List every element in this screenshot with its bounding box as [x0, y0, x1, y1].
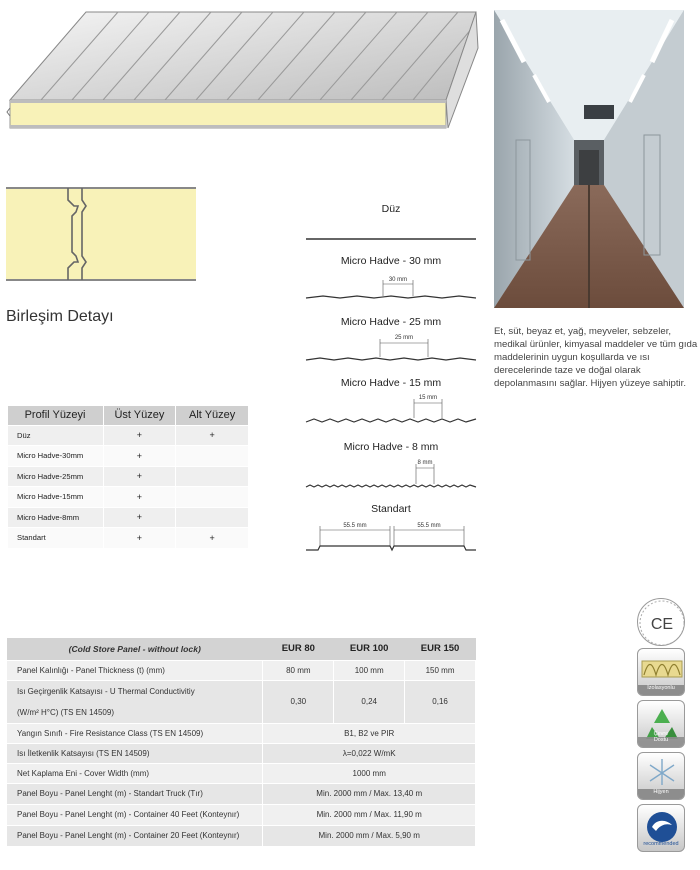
profile-drawing-30mm [306, 277, 476, 298]
profile-drawing-standart [306, 523, 476, 550]
profile-drawing-25mm [306, 335, 476, 360]
col-header-bottom: Alt Yüzey [176, 406, 249, 425]
joint-detail-drawing [6, 186, 196, 282]
specifications-table [6, 638, 476, 847]
table-row: Micro Hadve-15mm + [8, 487, 249, 508]
profile-drawing-15mm [306, 395, 476, 422]
profile-title-15mm: Micro Hadve - 15 mm [340, 377, 442, 389]
dim-25mm: 25 mm [394, 335, 414, 341]
profile-title-30mm: Micro Hadve - 30 mm [340, 255, 442, 267]
table-row: Micro Hadve-25mm + [8, 466, 249, 487]
table-row: Düz + + [8, 425, 249, 446]
insulation-badge: İzolasyonlu [637, 648, 685, 696]
spec-header-title: (Cold Store Panel - without lock) [7, 638, 263, 660]
cold-storage-corridor-photo [494, 10, 684, 308]
joint-detail-label: Birleşim Detayı [6, 308, 114, 325]
svg-text:CE: CE [650, 616, 674, 633]
ce-icon [638, 599, 685, 646]
table-row: Panel Boyu - Panel Lenght (m) - Container 20 Feet (Konteynır) Min. 2000 mm / Max. 5,90 m [7, 825, 476, 846]
dim-30mm: 30 mm [388, 277, 408, 283]
energy-saving-badge: recommended [637, 804, 685, 852]
profile-drawings [300, 220, 485, 560]
table-row: Panel Boyu - Panel Lenght (m) - Standart Truck (Tır) Min. 2000 mm / Max. 13,40 m [7, 783, 476, 804]
profile-title-8mm: Micro Hadve - 8 mm [343, 441, 439, 453]
spec-header-eur100: EUR 100 [334, 638, 405, 660]
table-row: Panel Kalınlığı - Panel Thickness (t) (mm) 80 mm 100 mm 150 mm [7, 660, 476, 680]
profile-title-25mm: Micro Hadve - 25 mm [340, 316, 442, 328]
table-row: Micro Hadve-8mm + [8, 507, 249, 528]
profile-title-standart: Standart [371, 503, 411, 515]
table-row: Isı Geçirgenlik Katsayısı - U Thermal Conductivitiy (W/m² H°C) (TS EN 14509) 0,30 0,24 0,16 [7, 680, 476, 723]
dim-standart-right: 55.5 mm [417, 523, 441, 529]
spec-header-eur150: EUR 150 [405, 638, 476, 660]
table-row: Micro Hadve-30mm + [8, 446, 249, 467]
table-row: Net Kaplama Eni - Cover Width (mm) 1000 mm [7, 763, 476, 783]
profile-surface-table [7, 406, 249, 549]
col-header-profile: Profil Yüzeyi [8, 406, 104, 425]
dim-standart-left: 55.5 mm [343, 523, 367, 529]
hygiene-badge: Hijyen [637, 752, 685, 800]
spec-header-eur80: EUR 80 [263, 638, 334, 660]
dim-15mm: 15 mm [418, 395, 438, 401]
table-row: Standart + + [8, 528, 249, 549]
ce-mark-badge [637, 598, 685, 646]
photo-description: Et, süt, beyaz et, yağ, meyveler, sebzeler, medikal ürünler, kimyasal maddeler ve tüm gıda maddelerinin uygun koşullarda ve ısı derecelerinde taze ve doğal olarak depolanmasını sağlar. Hijyen yüzeye sahiptir. [494, 326, 698, 389]
table-row: Yangın Sınıfı - Fire Resistance Class (TS EN 14509) B1, B2 ve PIR [7, 723, 476, 743]
sandwich-panel-illustration [6, 8, 482, 133]
col-header-top: Üst Yüzey [103, 406, 176, 425]
eco-friendly-badge: Çevre Dostu [637, 700, 685, 748]
dim-8mm: 8 mm [417, 460, 433, 466]
profile-title-duz: Düz [381, 203, 401, 215]
table-row: Isı İletkenlik Katsayısı (TS EN 14509) λ=0,022 W/mK [7, 743, 476, 763]
profile-drawing-8mm [306, 460, 476, 487]
table-row: Panel Boyu - Panel Lenght (m) - Container 40 Feet (Konteynır) Min. 2000 mm / Max. 11,90 m [7, 804, 476, 825]
